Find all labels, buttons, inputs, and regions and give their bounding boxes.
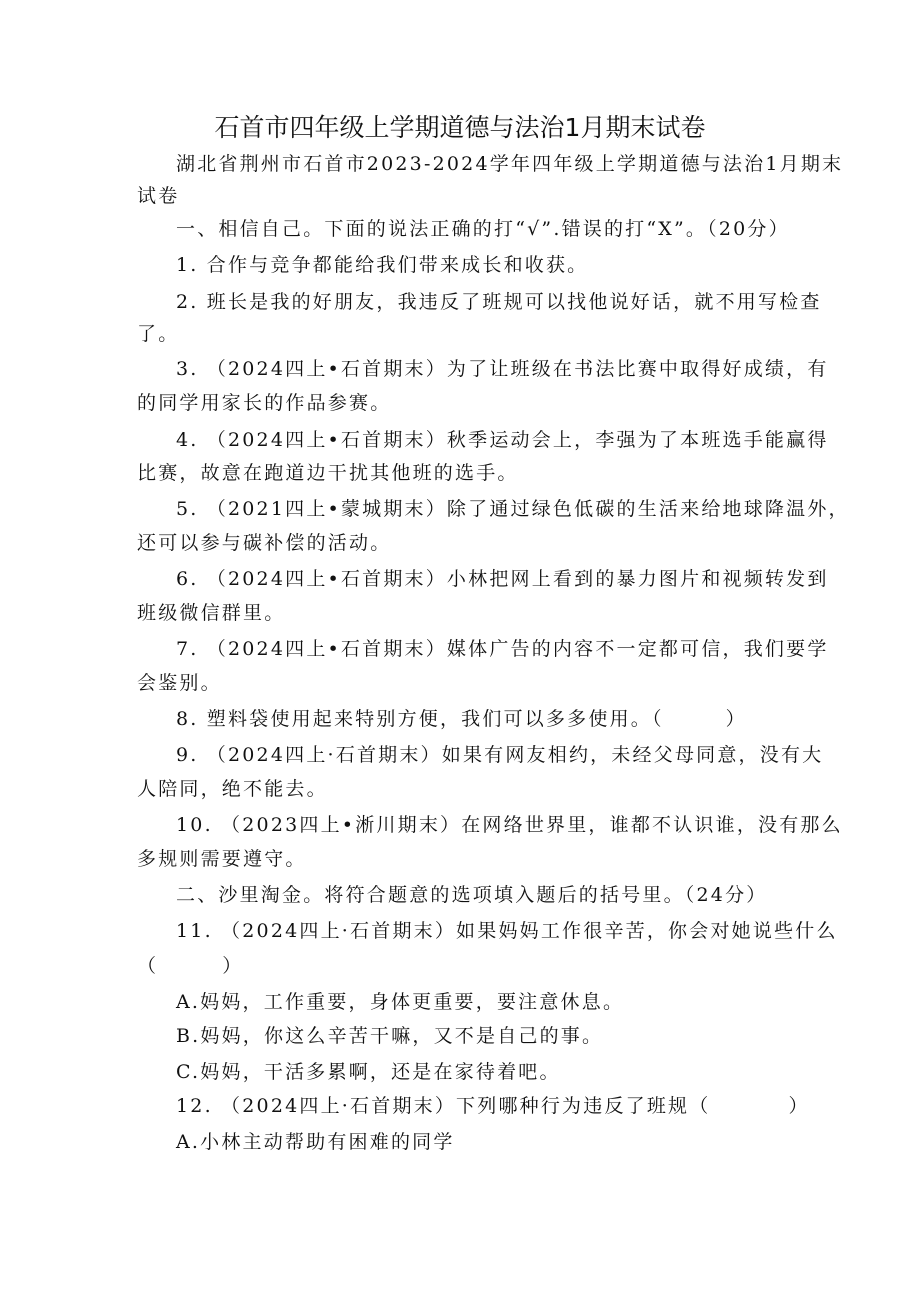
- question-12-text: 12. （2024四上·石首期末）下列哪种行为违反了班规（: [176, 1095, 711, 1117]
- question-8-bracket-close: ）: [725, 708, 747, 730]
- question-3-line-2: 的同学用家长的作品参赛。: [137, 392, 392, 414]
- question-4-line-1: 4. （2024四上•石首期末）秋季运动会上，李强为了本班选手能赢得: [176, 429, 829, 451]
- question-11-option-b: B.妈妈，你这么辛苦干嘛，又不是自己的事。: [176, 1025, 604, 1047]
- question-6-line-1: 6. （2024四上•石首期末）小林把网上看到的暴力图片和视频转发到: [176, 568, 829, 590]
- question-8: [176, 707, 747, 731]
- subtitle-line-1: 湖北省荆州市石首市2023-2024学年四年级上学期道德与法治1月期末: [176, 153, 844, 175]
- question-2-line-2: 了。: [137, 323, 180, 345]
- subtitle-line-2: 试卷: [137, 185, 180, 207]
- question-6-line-2: 班级微信群里。: [137, 602, 286, 624]
- question-8-text: 8. 塑料袋使用起来特别方便，我们可以多多使用。（: [176, 708, 664, 730]
- question-11-bracket-close: ）: [222, 955, 244, 977]
- question-2-line-1: 2. 班长是我的好朋友，我违反了班规可以找他说好话，就不用写检查: [176, 291, 822, 313]
- question-12-stem: [176, 1094, 810, 1118]
- question-4-line-2: 比赛，故意在跑道边干扰其他班的选手。: [137, 462, 519, 484]
- question-5-line-2: 还可以参与碳补偿的活动。: [137, 532, 392, 554]
- question-9-line-2: 人陪同，绝不能去。: [137, 778, 328, 800]
- question-11-option-c: C.妈妈，干活多累啊，还是在家待着吧。: [176, 1061, 561, 1083]
- section1-heading: 一、相信自己。下面的说法正确的打“√”.错误的打“X”。（20分）: [176, 218, 790, 240]
- question-10-line-2: 多规则需要遵守。: [137, 848, 307, 870]
- question-11-option-a: A.妈妈，工作重要，身体更重要，要注意休息。: [176, 991, 625, 1013]
- question-11-stem: 11. （2024四上·石首期末）如果妈妈工作很辛苦，你会对她说些什么: [176, 920, 838, 942]
- question-10-line-1: 10. （2023四上•淅川期末）在网络世界里，谁都不认识谁，没有那么: [176, 814, 843, 836]
- section2-heading: 二、沙里淘金。将符合题意的选项填入题后的括号里。（24分）: [176, 884, 768, 906]
- question-7-line-1: 7. （2024四上•石首期末）媒体广告的内容不一定都可信，我们要学: [176, 638, 829, 660]
- question-12-option-a: A.小林主动帮助有困难的同学: [176, 1131, 455, 1153]
- question-7-line-2: 会鉴别。: [137, 672, 222, 694]
- page-title: 石首市四年级上学期道德与法治1月期末试卷: [214, 113, 706, 142]
- question-11-bracket: [137, 954, 243, 978]
- question-12-bracket-close: ）: [788, 1095, 810, 1117]
- question-3-line-1: 3. （2024四上•石首期末）为了让班级在书法比赛中取得好成绩，有: [176, 358, 829, 380]
- question-5-line-1: 5. （2021四上•蒙城期末）除了通过绿色低碳的生活来给地球降温外，: [176, 498, 850, 520]
- question-9-line-1: 9. （2024四上·石首期末）如果有网友相约，未经父母同意，没有大: [176, 744, 824, 766]
- question-11-bracket-open: （: [137, 955, 159, 977]
- question-1: 1. 合作与竞争都能给我们带来成长和收获。: [176, 254, 589, 276]
